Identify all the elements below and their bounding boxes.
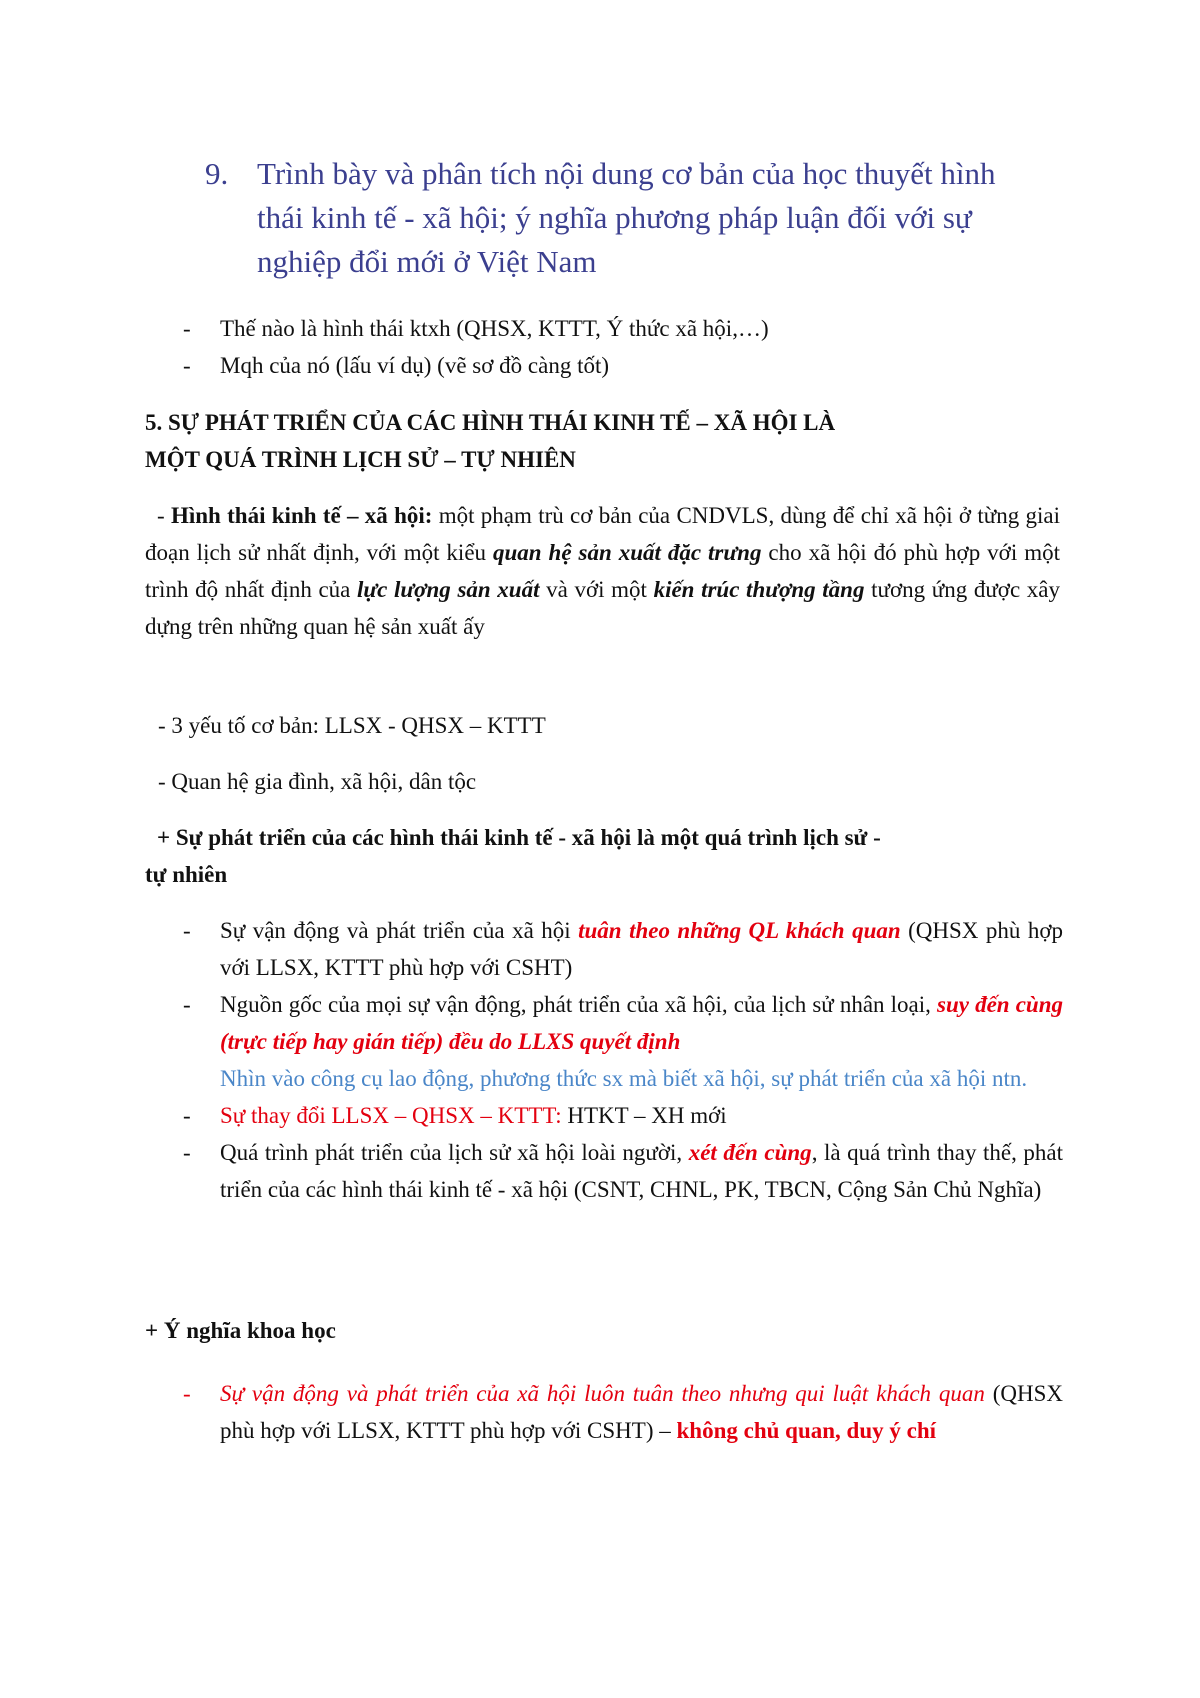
definition-paragraph: - Hình thái kinh tế – xã hội: một phạm trù cơ bản của CNDVLS, dùng để chỉ xã hội ở từng giai đoạn lịch sử nhất định, với một kiểu quan hệ sản xuất đặc trưng cho xã hội đó phù hợp với một trình độ nhất định của lực lượng sản xuất và với một kiến trúc thượng tầng tương ứng được xây dựng trên những quan hệ sản xuất ấy: [145, 503, 1061, 639]
meaning-heading: + Ý nghĩa khoa học: [145, 1318, 336, 1343]
list-item: - Sự vận động và phát triển của xã hội luôn tuân theo nhưng qui luật khách quan (QHSX phù hợp với LLSX, KTTT phù hợp với CSHT) – không chủ quan, duy ý chí: [183, 1381, 1064, 1443]
relations-line: - Quan hệ gia đình, xã hội, dân tộc: [158, 769, 477, 794]
heading-number: 9.: [205, 156, 229, 191]
list-item: - Sự vận động và phát triển của xã hội tuân theo những QL khách quan (QHSX phù hợp với LLSX, KTTT phù hợp với CSHT): [183, 918, 1063, 980]
factors-line: - 3 yếu tố cơ bản: LLSX - QHSX – KTTT: [158, 713, 546, 738]
intro-list: [183, 310, 1063, 384]
heading-text: Trình bày và phân tích nội dung cơ bản của học thuyết hình thái kinh tế - xã hội; ý nghĩa phương pháp luận đối với sự nghiệp đổi mới ở Việt Nam: [257, 156, 996, 279]
development-heading: + Sự phát triển của các hình thái kinh tế - xã hội là một quá trình lịch sử - tự nhiên: [145, 825, 881, 887]
list-item: - Quá trình phát triển của lịch sử xã hội loài người, xét đến cùng, là quá trình thay thế, phát triển của các hình thái kinh tế - xã hội (CSNT, CHNL, PK, TBCN, Cộng Sản Chủ Nghĩa): [183, 1140, 1064, 1202]
list-item: - Mqh của nó (lấu ví dụ) (vẽ sơ đồ càng tốt): [183, 353, 610, 378]
list-item: - Sự thay đổi LLSX – QHSX – KTTT: HTKT – XH mới: [183, 1103, 727, 1128]
development-list: [183, 912, 1063, 1208]
section-title: 5. SỰ PHÁT TRIỂN CỦA CÁC HÌNH THÁI KINH TẾ – XÃ HỘI LÀ MỘT QUÁ TRÌNH LỊCH SỬ – TỰ NHIÊN: [145, 410, 836, 472]
blue-note: Nhìn vào công cụ lao động, phương thức sx mà biết xã hội, sự phát triển của xã hội ntn.: [220, 1066, 1028, 1091]
list-item: - Nguồn gốc của mọi sự vận động, phát triển của xã hội, của lịch sử nhân loại, suy đến cùng (trực tiếp hay gián tiếp) đều do LLXS quyết định Nhìn vào công cụ lao động, phương thức sx mà biết xã hội, sự phát triển của xã hội ntn.: [183, 992, 1063, 1091]
list-item: - Thế nào là hình thái ktxh (QHSX, KTTT, Ý thức xã hội,…): [183, 316, 769, 341]
meaning-list: [183, 1375, 1063, 1449]
